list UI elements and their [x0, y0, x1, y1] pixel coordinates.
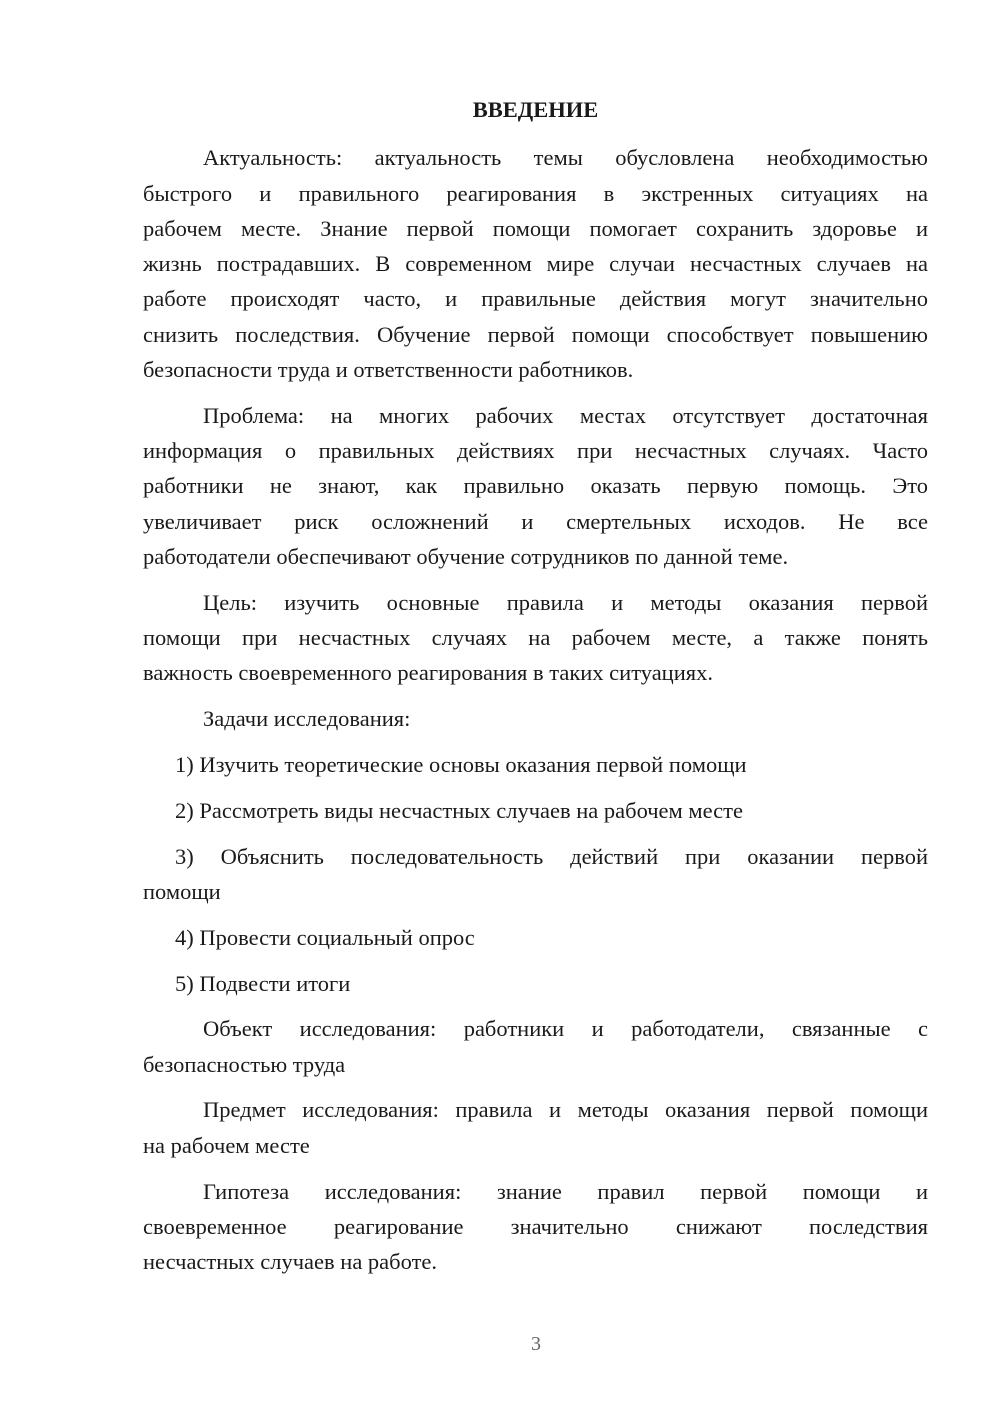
text-line: Предмет исследования: правила и методы оказания первой помощи	[203, 1097, 928, 1123]
page-title: ВВЕДЕНИЕ	[472, 97, 599, 122]
document-body	[143, 140, 928, 1279]
text-line: своевременное реагирование значительно снижают последствия	[143, 1213, 928, 1239]
text-line: снизить последствия. Обучение первой помощи способствует повышению	[143, 321, 928, 347]
page-number: 3	[531, 1333, 541, 1355]
text-line: Цель: изучить основные правила и методы оказания первой	[203, 589, 928, 615]
text-line: 4) Провести социальный опрос	[175, 924, 475, 950]
text-line: безопасностью труда	[143, 1051, 346, 1077]
paragraph	[143, 701, 928, 736]
paragraph	[143, 1174, 928, 1280]
text-line: жизнь пострадавших. В современном мире случаи несчастных случаев на	[143, 251, 928, 277]
text-line: Задачи исследования:	[203, 706, 411, 732]
text-line: Актуальность: актуальность темы обусловлена необходимостью	[203, 145, 928, 171]
text-line: 5) Подвести итоги	[175, 970, 351, 996]
text-line: важность своевременного реагирования в таких ситуациях.	[143, 660, 713, 686]
text-line: работодатели обеспечивают обучение сотрудников по данной теме.	[143, 544, 789, 570]
text-line: увеличивает риск осложнений и смертельных исходов. Не все	[143, 508, 928, 534]
paragraph	[143, 1011, 928, 1082]
text-line: Проблема: на многих рабочих местах отсутствует достаточная	[203, 402, 928, 428]
text-line: рабочем месте. Знание первой помощи помогает сохранить здоровье и	[143, 215, 928, 241]
text-line: помощи	[143, 878, 221, 904]
paragraph	[143, 140, 928, 387]
text-line: быстрого и правильного реагирования в экстренных ситуациях на	[143, 180, 928, 206]
list-item	[143, 839, 928, 910]
text-line: 1) Изучить теоретические основы оказания первой помощи	[175, 752, 747, 778]
text-line: Гипотеза исследования: знание правил первой помощи и	[203, 1178, 928, 1204]
document-page	[143, 92, 928, 1290]
paragraph	[143, 585, 928, 691]
paragraph	[143, 1092, 928, 1163]
text-line: 3) Объяснить последовательность действий при оказании первой	[175, 843, 928, 869]
text-line: работе происходят часто, и правильные действия могут значительно	[143, 286, 928, 312]
paragraph	[143, 398, 928, 574]
list-item	[143, 747, 928, 782]
text-line: безопасности труда и ответственности работников.	[143, 357, 634, 383]
text-line: 2) Рассмотреть виды несчастных случаев на рабочем месте	[175, 797, 743, 823]
text-line: Объект исследования: работники и работодатели, связанные с	[203, 1016, 928, 1042]
text-line: работники не знают, как правильно оказать первую помощь. Это	[143, 473, 928, 499]
text-line: несчастных случаев на работе.	[143, 1249, 438, 1275]
list-item	[143, 793, 928, 828]
list-item	[143, 966, 928, 1001]
list-item	[143, 920, 928, 955]
text-line: помощи при несчастных случаях на рабочем месте, а также понять	[143, 625, 928, 651]
text-line: информация о правильных действиях при несчастных случаях. Часто	[143, 438, 928, 464]
text-line: на рабочем месте	[143, 1132, 310, 1158]
